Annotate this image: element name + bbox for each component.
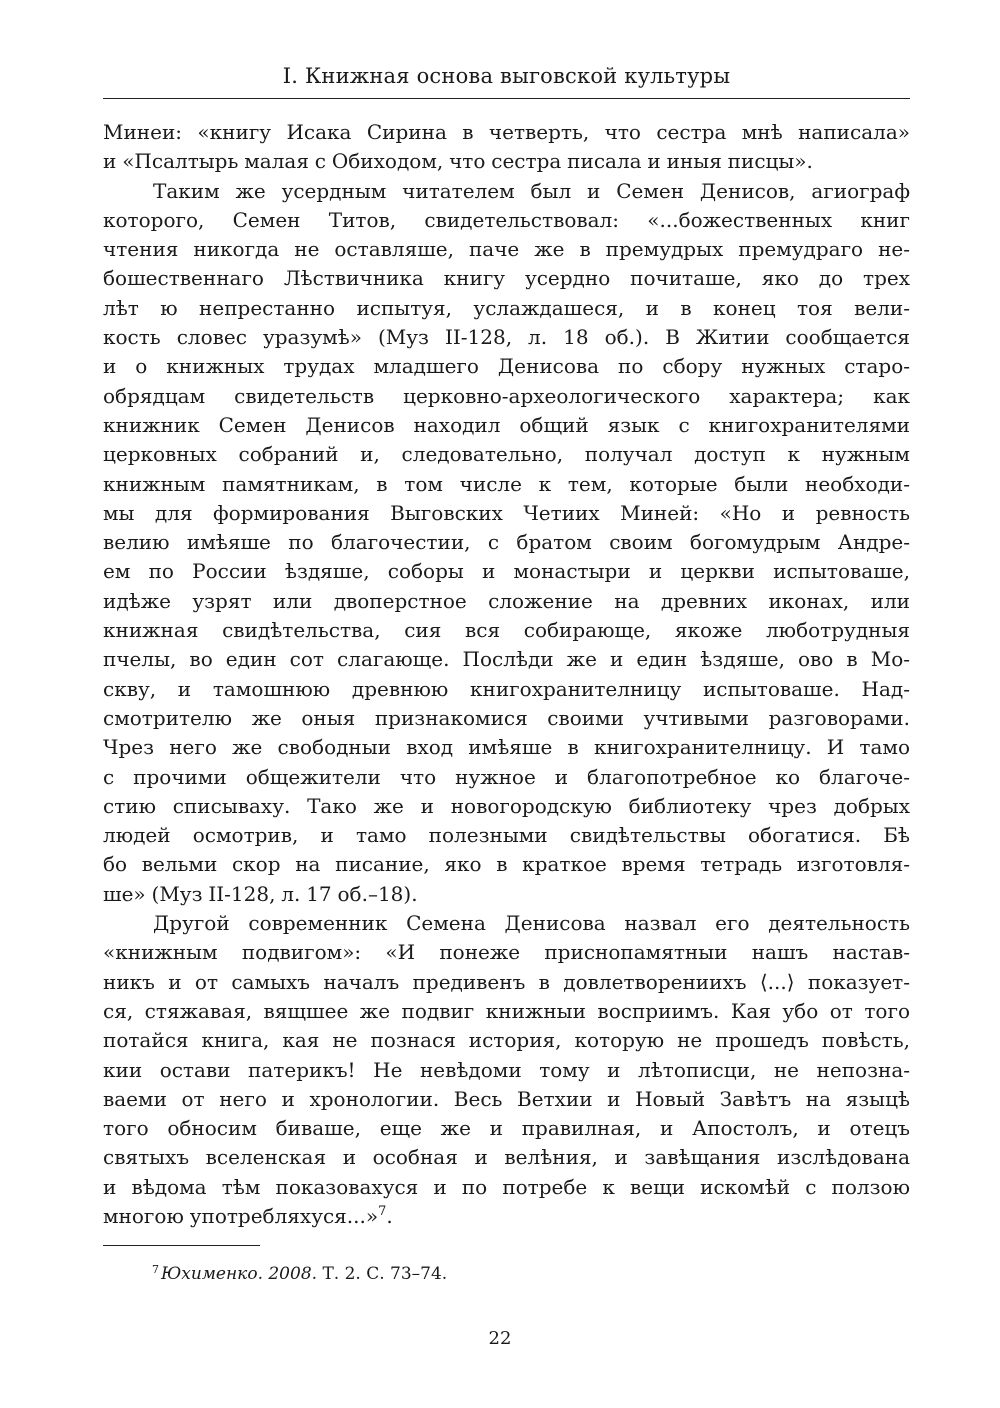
text-line: идѣже узрят или двоперстное сложение на древних иконах, или <box>103 588 910 613</box>
text-line: которого, Семен Титов, свидетельствовал: «...божественных книг <box>103 207 910 232</box>
text-line: и «Псалтырь малая с Обиходом, что сестра писала и иныя писцы». <box>103 149 813 174</box>
last-line-text: многою употребляхуся...» <box>103 1203 379 1228</box>
text-line: церковных собраний и, следовательно, получал доступ к нужным <box>103 442 910 467</box>
text-line: кии остави патерикъ! Не невѣдоми тому и лѣтописци, не непозна- <box>103 1057 910 1082</box>
body-text <box>103 118 910 1231</box>
text-line: чтения никогда не оставляше, паче же в премудрых премудраго не- <box>103 237 910 262</box>
text-line: книжная свидѣтельства, сия вся собирающе, якоже люботрудныя <box>103 618 910 643</box>
text-line: ся, стяжавая, вящшее же подвиг книжныи восприимъ. Кая убо от того <box>103 998 910 1023</box>
text-line: святыхъ вселенская и особная и велѣния, и завѣщания изслѣдована <box>103 1145 910 1170</box>
footnote-ref[interactable]: 7 <box>378 1203 387 1219</box>
paragraph-start: Другой современник Семена Денисова назвал его деятельность <box>153 911 910 936</box>
footnote-rule <box>103 1245 260 1246</box>
footnote-text: Т. 2. С. 73–74. <box>317 1264 448 1284</box>
text-line: книжник Семен Денисов находил общий язык с книгохранителями <box>103 412 910 437</box>
text-line: обрядцам свидетельств церковно-археологического характера; как <box>103 383 910 408</box>
text-line: скву, и тамошнюю древнюю книгохранителницу испытоваше. Над- <box>103 676 910 701</box>
text-line: стию списываху. Тако же и новогородскую библиотеку чрез добрых <box>103 793 910 818</box>
text-line: ем по России ѣздяше, соборы и монастыри и церкви испытоваше, <box>103 559 910 584</box>
text-line: книжным памятникам, в том числе к тем, которые были необходи- <box>103 471 910 496</box>
last-line: многою употребляхуся...»$^7$. <box>103 1203 393 1228</box>
text-line: кость словес уразумѣ» (Муз II-128, л. 18 об.). В Житии сообщается <box>103 325 910 350</box>
text-line: никъ и от самыхъ началъ предивенъ в довлетворениихъ ⟨...⟩ показует- <box>103 969 910 994</box>
text-line: смотрителю же оныя признакомися своими учтивыми разговорами. <box>103 705 910 730</box>
text-line: потайся книга, кая не познася история, которую не прошедъ повѣсть, <box>103 1028 910 1053</box>
text-line: Чрез него же свободныи вход имѣяше в книгохранителницу. И тамо <box>103 735 910 760</box>
text-line: Минеи: «книгу Исака Сирина в четверть, что сестра мнѣ написала» <box>103 120 910 144</box>
running-head: I. Книжная основа выговской культуры <box>282 64 731 88</box>
footnote <box>152 1262 447 1286</box>
text-line: и вѣдома тѣм показовахуся и по потребе к вещи искомѣй с ползою <box>103 1174 910 1199</box>
text-line: «книжным подвигом»: «И понеже приснопамятныи нашъ настав- <box>103 940 910 965</box>
header-rule <box>103 98 910 99</box>
text-line: ше» (Муз II-128, л. 17 об.–18). <box>103 881 418 906</box>
text-line: велию имѣяше по благочестии, с братом своим богомудрым Андре- <box>103 530 910 555</box>
text-line: того обносим биваше, еще же и правилная, и Апостолъ, и отецъ <box>103 1116 910 1141</box>
text-line: с прочими общежители что нужное и благопотребное ко благоче- <box>103 764 910 789</box>
text-line: пчелы, во един сот слагающе. Послѣди же и един ѣздяше, ово в Мо- <box>103 647 910 672</box>
footnote-author: Юхименко. 2008. <box>161 1264 318 1284</box>
footnote-number: 7 <box>152 1263 159 1276</box>
text-line: бошественнаго Лѣствичника книгу усердно почиташе, яко до трех <box>103 266 910 291</box>
text-line: людей осмотрив, и тамо полезными свидѣтельствы обогатися. Бѣ <box>103 823 910 848</box>
paragraph-start: Таким же усердным читателем был и Семен Денисов, агиограф <box>153 178 910 203</box>
text-line: лѣт ю непрестанно испытуя, услаждашеся, и в конец тоя вели- <box>103 295 910 320</box>
text-line: и о книжных трудах младшего Денисова по сбору нужных старо- <box>103 354 910 379</box>
page-number: 22 <box>488 1328 512 1349</box>
text-line: ваеми от него и хронологии. Весь Ветхии и Новый Завѣтъ на языцѣ <box>103 1086 910 1111</box>
text-line: бо вельми скор на писание, яко в краткое время тетрадь изготовля- <box>103 852 910 877</box>
text-line: мы для формирования Выговских Четиих Миней: «Но и ревность <box>103 500 910 525</box>
